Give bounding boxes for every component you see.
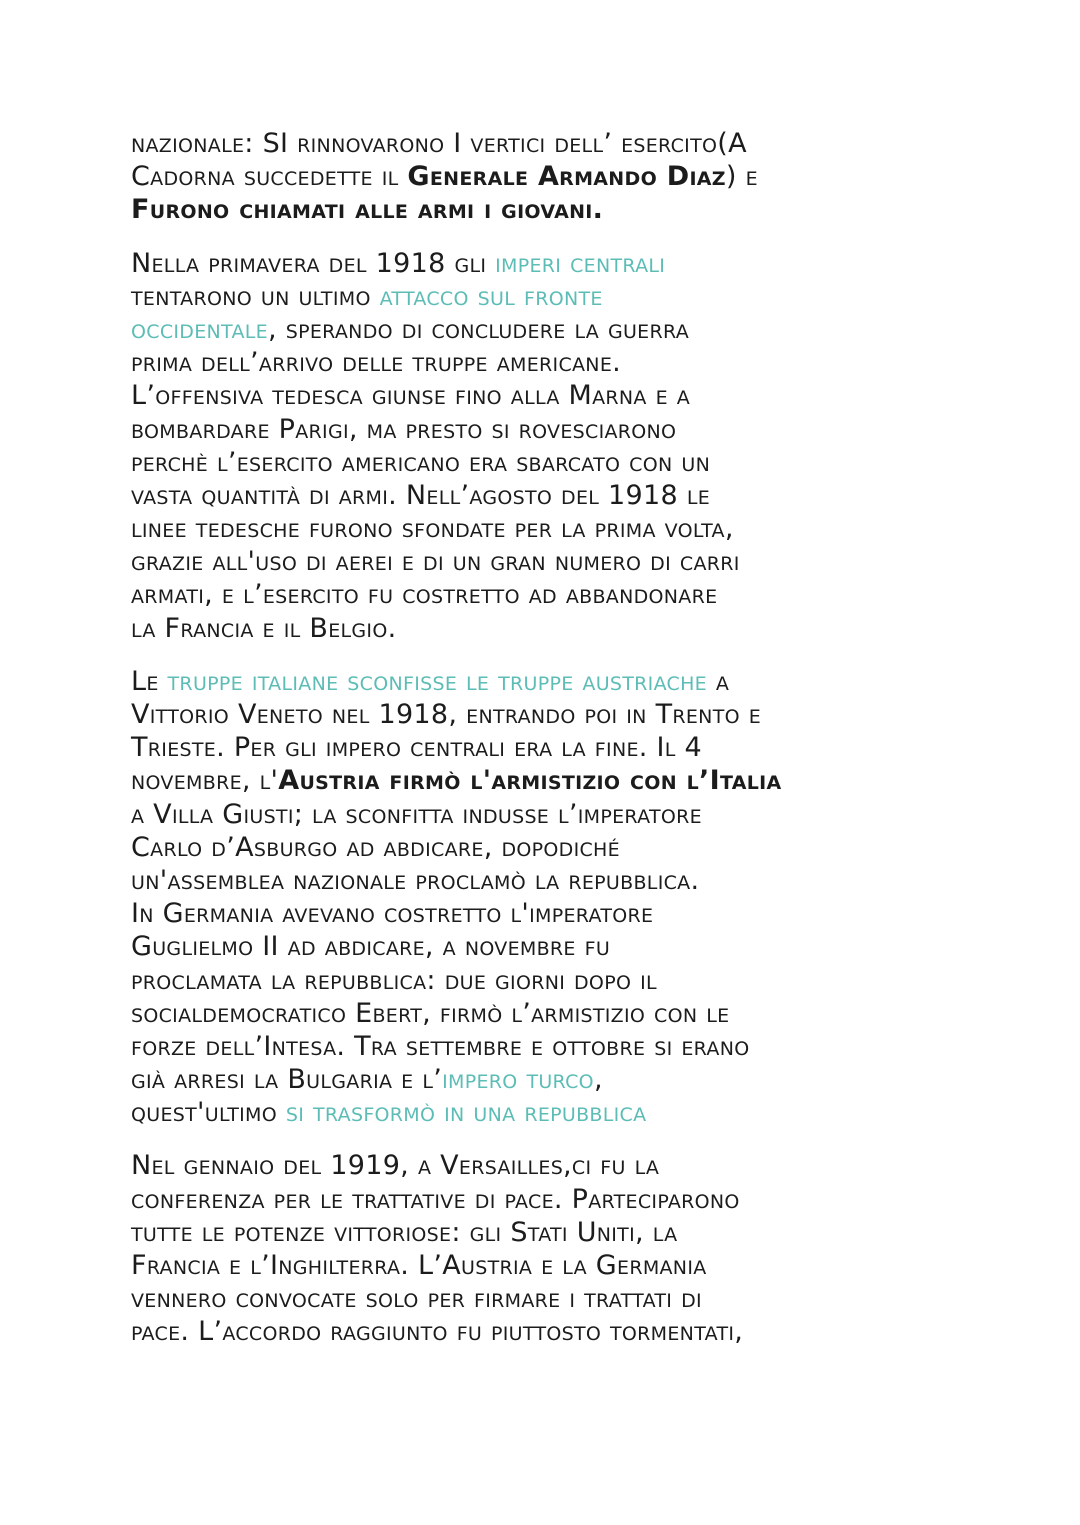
- text-segment: conferenza per le trattative di pace. Parteciparono: [131, 1183, 740, 1215]
- text-line: [131, 313, 961, 346]
- text-segment: perchè l’esercito americano era sbarcato con un: [131, 446, 711, 478]
- text-line: [131, 446, 961, 479]
- text-line: [131, 798, 961, 831]
- text-line: [131, 1096, 961, 1129]
- text-segment: a Villa Giusti; la sconfitta indusse l’imperatore: [131, 798, 702, 830]
- text-line: [131, 997, 961, 1030]
- text-line: [131, 612, 961, 645]
- paragraph-4: [131, 1149, 961, 1348]
- text-segment: vennero convocate solo per firmare i trattati di: [131, 1283, 702, 1315]
- text-line: [131, 1030, 961, 1063]
- text-line: [131, 578, 961, 611]
- text-segment: ,: [593, 1064, 603, 1096]
- text-segment: , sperando di concludere la guerra: [267, 313, 690, 345]
- text-segment: ) e: [725, 161, 758, 193]
- text-segment: Le: [131, 665, 168, 697]
- text-line: [131, 479, 961, 512]
- text-segment: pace. L’accordo raggiunto fu piuttosto tormentati,: [131, 1316, 744, 1348]
- text-line: [131, 897, 961, 930]
- text-segment: Francia e l’Inghilterra. L’Austria e la Germania: [131, 1250, 707, 1281]
- highlighted-text: truppe italiane sconfisse le truppe austriache: [167, 665, 707, 697]
- text-segment: tutte le potenze vittoriose: gli Stati Uniti, la: [131, 1216, 678, 1248]
- text-segment: nazionale: SI rinnovarono I vertici dell’ esercito(A: [131, 128, 747, 159]
- text-segment: In Germania avevano costretto l'imperatore: [131, 898, 654, 930]
- text-line: [131, 930, 961, 963]
- text-segment: novembre, l': [131, 765, 279, 797]
- text-line: [131, 1149, 961, 1182]
- text-line: [131, 1315, 961, 1348]
- text-line: [131, 280, 961, 313]
- text-segment: bombardare Parigi, ma presto si rovesciarono: [131, 413, 677, 445]
- text-line: [131, 346, 961, 379]
- highlighted-text: imperi centrali: [495, 247, 666, 279]
- text-line: [131, 864, 961, 897]
- text-segment: Cadorna succedette il: [131, 161, 408, 193]
- text-line: [131, 831, 961, 864]
- text-line: [131, 160, 961, 193]
- text-line: [131, 193, 961, 226]
- text-line: [131, 964, 961, 997]
- text-segment: tentarono un ultimo: [131, 280, 380, 312]
- bold-text: Furono chiamati alle armi i giovani.: [131, 194, 604, 226]
- highlighted-text: impero turco: [442, 1064, 594, 1096]
- text-line: [131, 545, 961, 578]
- text-segment: armati, e l’esercito fu costretto ad abbandonare: [131, 579, 718, 611]
- text-line: [131, 1216, 961, 1249]
- text-segment: la Francia e il Belgio.: [131, 612, 397, 644]
- text-line: [131, 247, 961, 280]
- text-segment: proclamata la repubblica: due giorni dopo il: [131, 964, 657, 996]
- text-line: [131, 698, 961, 731]
- text-segment: prima dell’arrivo delle truppe americane.: [131, 347, 622, 379]
- text-segment: grazie all'uso di aerei e di un gran numero di carri: [131, 546, 740, 578]
- bold-text: Austria firmò l'armistizio con l’Italia: [278, 765, 782, 797]
- text-segment: forze dell’Intesa. Tra settembre e ottobre si erano: [131, 1030, 750, 1062]
- text-segment: a: [707, 665, 730, 697]
- text-segment: Trieste. Per gli impero centrali era la fine. Il 4: [131, 732, 703, 764]
- text-line: [131, 379, 961, 412]
- text-segment: vasta quantità di armi. Nell’agosto del 1918 le: [131, 479, 711, 511]
- text-segment: Nella primavera del 1918 gli: [131, 247, 496, 279]
- paragraph-1: [131, 127, 961, 227]
- paragraph-3: [131, 665, 961, 1130]
- text-segment: già arresi la Bulgaria e l’: [131, 1064, 443, 1096]
- text-segment: Guglielmo II ad abdicare, a novembre fu: [131, 931, 611, 963]
- text-line: [131, 1249, 961, 1282]
- text-line: [131, 764, 961, 797]
- text-segment: un'assemblea nazionale proclamò la repubblica.: [131, 864, 700, 896]
- text-segment: socialdemocratico Ebert, firmò l’armistizio con le: [131, 997, 730, 1029]
- highlighted-text: si trasformò in una repubblica: [285, 1097, 647, 1129]
- text-line: [131, 665, 961, 698]
- text-line: [131, 731, 961, 764]
- text-line: [131, 512, 961, 545]
- highlighted-text: occidentale: [131, 313, 268, 345]
- paragraph-2: [131, 247, 961, 645]
- document-page: [131, 127, 961, 1369]
- text-segment: L’offensiva tedesca giunse fino alla Marna e a: [131, 380, 691, 412]
- text-segment: Nel gennaio del 1919, a Versailles,ci fu la: [131, 1150, 660, 1182]
- bold-text: Generale Armando Diaz: [407, 161, 726, 193]
- text-segment: quest'ultimo: [131, 1097, 286, 1129]
- text-line: [131, 1183, 961, 1216]
- text-line: [131, 127, 961, 160]
- text-line: [131, 1063, 961, 1096]
- highlighted-text: attacco sul fronte: [379, 280, 603, 312]
- text-line: [131, 1282, 961, 1315]
- text-segment: linee tedesche furono sfondate per la prima volta,: [131, 513, 734, 545]
- text-line: [131, 413, 961, 446]
- text-segment: Vittorio Veneto nel 1918, entrando poi in Trento e: [131, 699, 762, 730]
- text-segment: Carlo d’Asburgo ad abdicare, dopodiché: [131, 831, 620, 863]
